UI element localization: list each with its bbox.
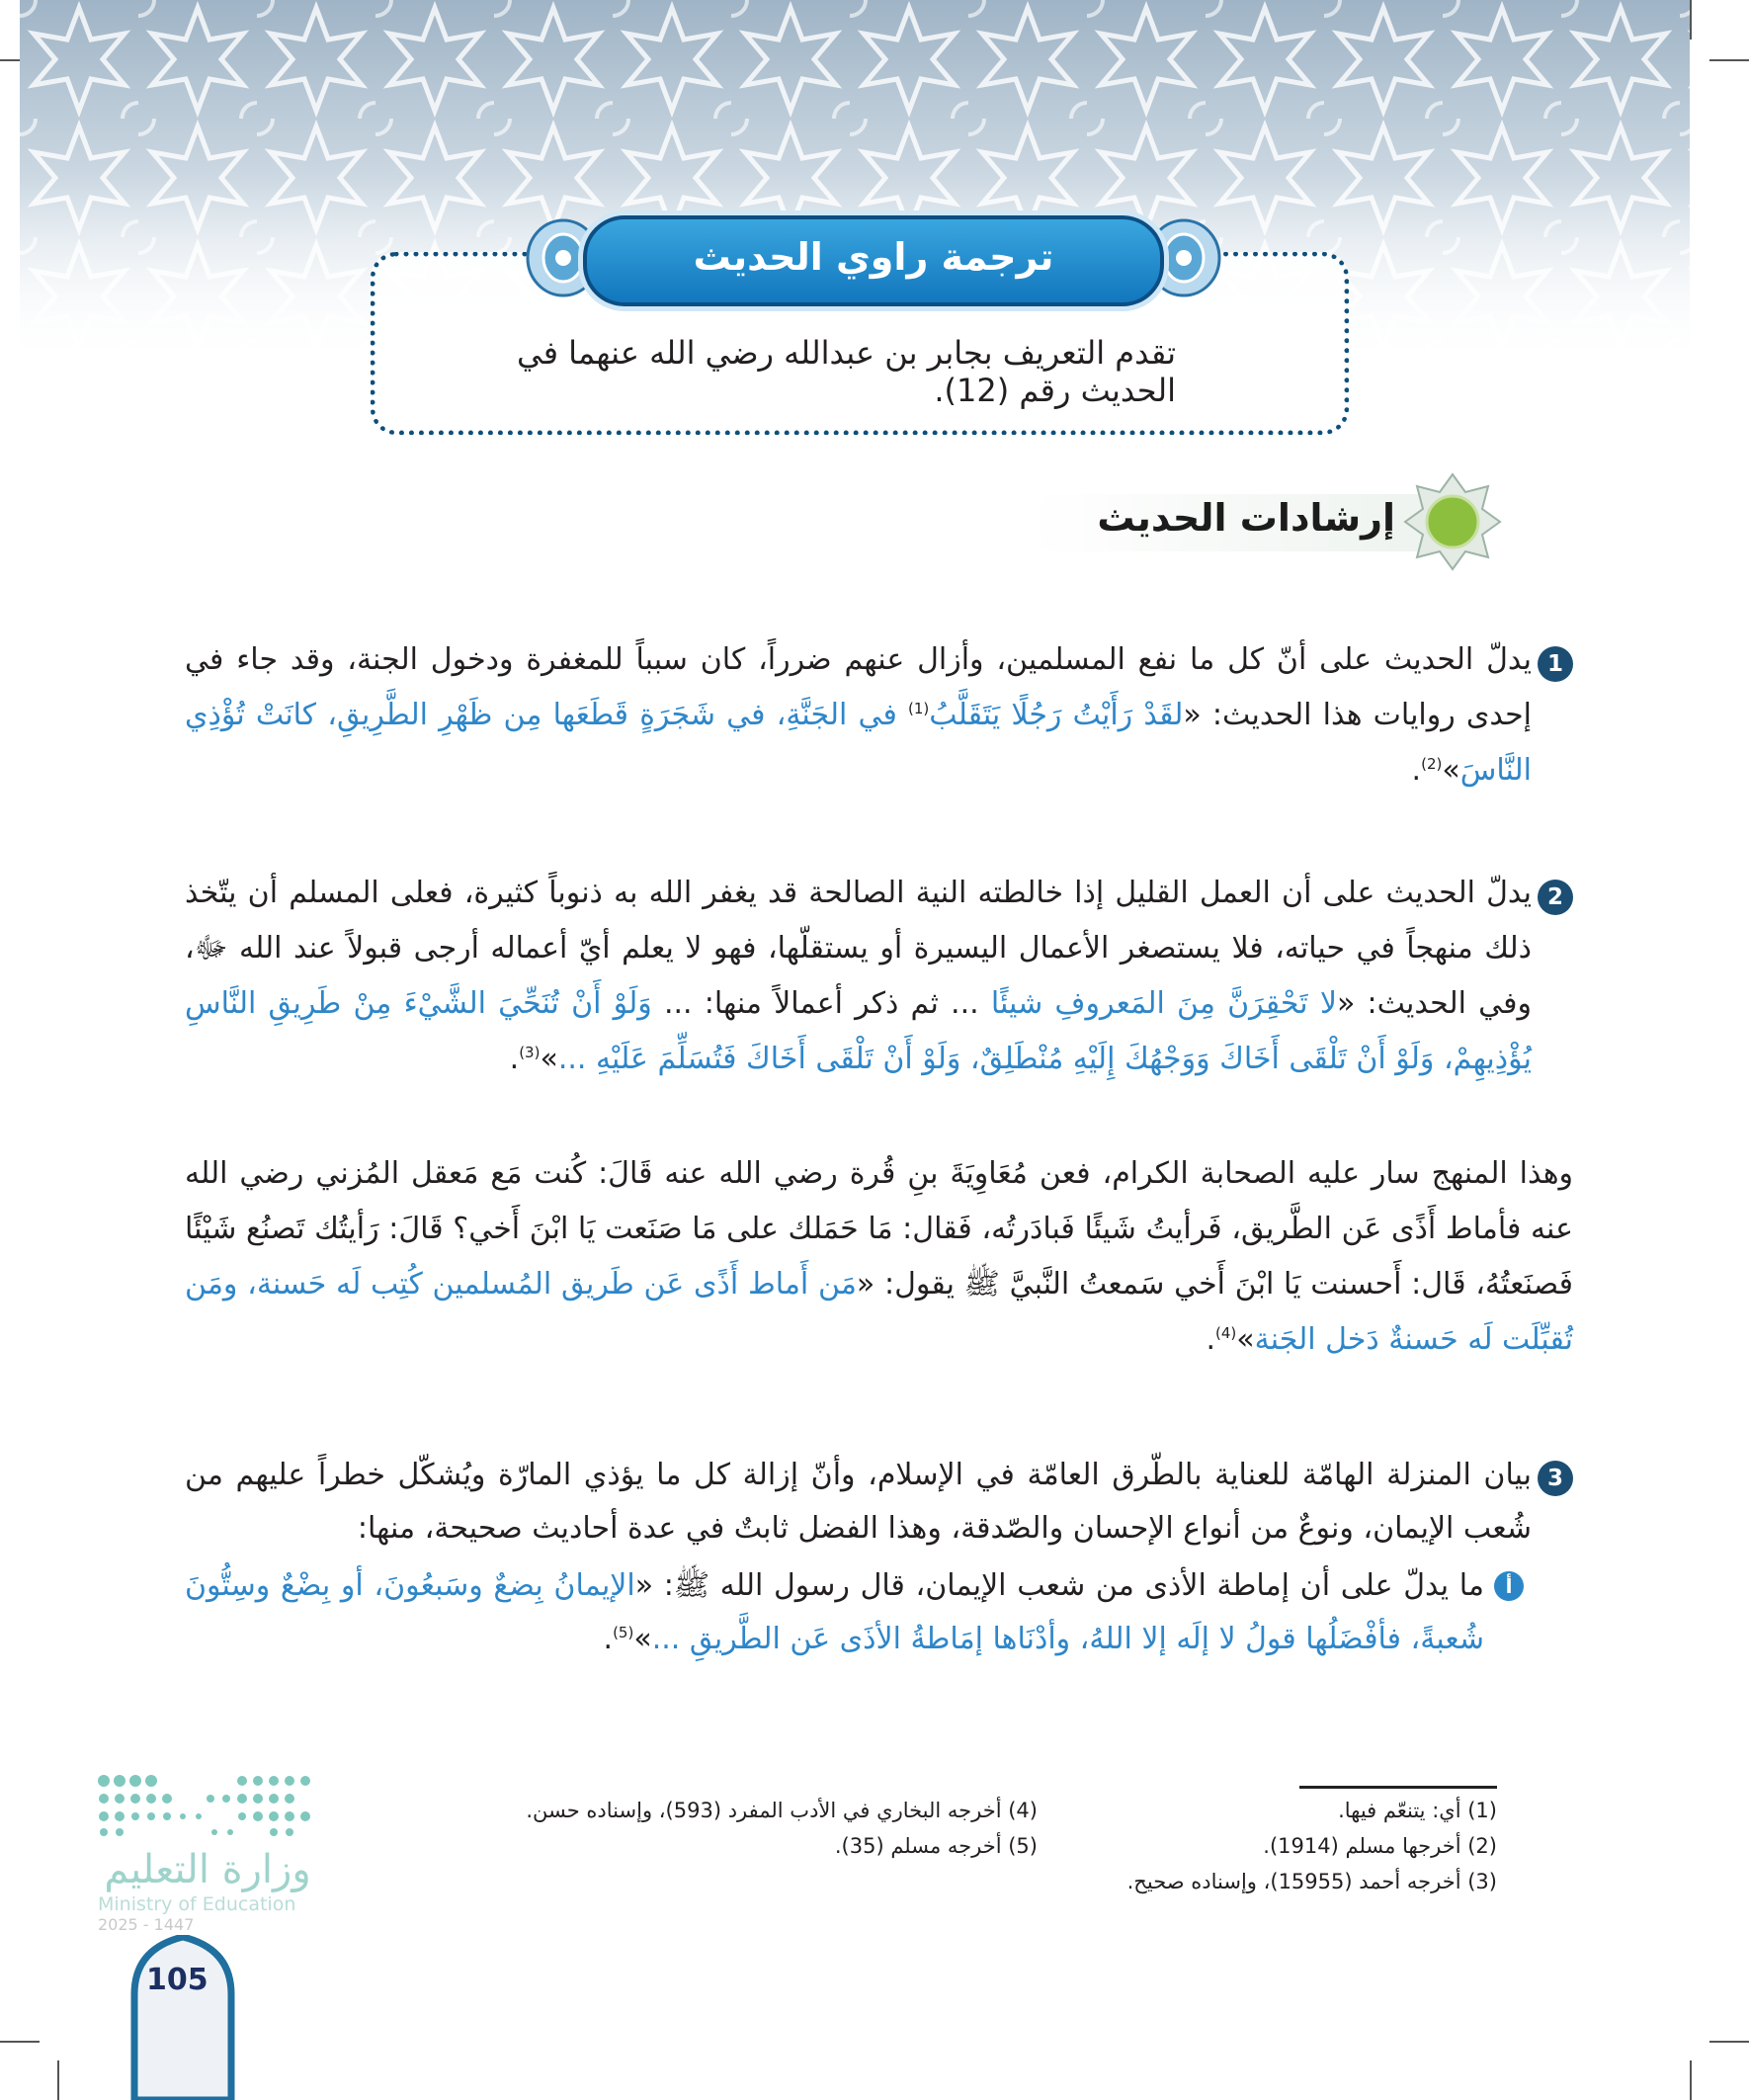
footnote-ref-5: (5)	[613, 1624, 634, 1641]
item-2-story	[185, 1146, 1573, 1368]
item-1-end: »	[1442, 753, 1460, 788]
sub-item-label: أ	[1494, 1571, 1524, 1601]
item-2-story-quote: مَن أَماط أَذًى عَن طَريق المُسلمين كُتِب لَه حَسنة، ومَن تُقبِّلَت لَه حَسنةٌ دَخل الجَنة	[185, 1267, 1573, 1357]
item-2-intro: يدلّ الحديث على أن العمل القليل إذا خالطته النية الصالحة قد يغفر الله به ذنوباً كثيرة، فعلى المسلم أن يتّخذ ذلك منهجاً في حياته، فلا يستصغر الأعمال اليسيرة أو يستقلّها، فهو لا يعلم أيّ أعماله أرجى قبولاً عند الله ﷻ، وفي الحديث: «	[185, 876, 1533, 1021]
crop-mark	[1690, 2060, 1692, 2100]
item-2-end: »	[540, 1042, 558, 1076]
narrator-text: تقدم التعريف بجابر بن عبدالله رضي الله عنهما في الحديث رقم (12).	[517, 334, 1176, 409]
crop-mark	[57, 2060, 59, 2100]
item-1-paragraph	[185, 632, 1532, 798]
crop-mark	[0, 2041, 40, 2043]
item-number-1: 1	[1538, 646, 1573, 682]
item-1-quote-a: لقَدْ رَأَيْتُ رَجُلًا يَتَقَلَّبُ	[929, 698, 1184, 732]
item-2-story-tail: .	[1206, 1322, 1215, 1357]
sub-item-quote: الإيمانُ بِضعٌ وسَبعُونَ، أو بِضْعٌ وسِتُّونَ شُعبةً، فأفْضَلُها قولُ لا إلَه إلا اللهُ، وأدْنَاها إمَاطةُ الأذَى عَن الطَّريقِ ...	[185, 1568, 1484, 1656]
sub-item-tail: .	[603, 1622, 614, 1656]
page-number-arch-icon	[128, 1935, 237, 2100]
footnote-5: (5) أخرجه مسلم (35).	[834, 1834, 1038, 1858]
footnote-4: (4) أخرجه البخاري في الأدب المفرد (593)، وإسناده حسن.	[526, 1799, 1038, 1822]
footnote-rule	[1299, 1786, 1497, 1789]
item-3-sub-paragraph	[185, 1559, 1484, 1666]
crop-mark	[1709, 59, 1749, 61]
item-2-paragraph	[185, 866, 1532, 1087]
footnote-ref-2: (2)	[1421, 755, 1443, 773]
item-number-3: 3	[1538, 1461, 1573, 1496]
item-3-paragraph	[185, 1449, 1532, 1555]
footnote-ref-3: (3)	[519, 1044, 541, 1061]
item-2-mid: ... ثم ذكر أعمالاً منها: ...	[651, 986, 991, 1021]
item-3-intro: بيان المنزلة الهامّة للعناية بالطّرق العامّة في الإسلام، وأنّ إزالة كل ما يؤذي المارّة ويُشكّل خطراً عليهم من شُعب الإيمان، ونوعٌ من أنواع الإحسان والصّدقة، وهذا الفضل ثابتٌ في عدة أحاديث صحيحة، منها:	[185, 1458, 1532, 1546]
item-2-story-end: »	[1236, 1322, 1255, 1357]
crop-mark	[1709, 2041, 1749, 2043]
item-2-quote-a: لا تَحْقِرَنَّ مِنَ المَعروفِ شيئًا	[990, 986, 1337, 1021]
footnote-ref-4: (4)	[1214, 1324, 1237, 1342]
item-1-tail: .	[1411, 753, 1422, 788]
logo-dots-icon	[94, 1771, 321, 1840]
page-number: 105	[146, 1963, 208, 1997]
logo-english-name: Ministry of Education	[98, 1893, 296, 1915]
item-2-story-text: وهذا المنهج سار عليه الصحابة الكرام، فعن مُعَاوِيَةَ بنِ قُرة رضي الله عنه قَالَ: كُنت مَع مَعقل المُزني رضي الله عنه فأماط أَذًى عَن الطَّريق، فَرأيتُ شَيئًا فَبادَرتُه، فَقال: مَا حَمَلك على مَا صَنَعت يَا ابْنَ أَخي؟ قَالَ: رَأيتُك تَصنُع شَيْئًا فَصنَعتُهُ، قَال: أَحسنت يَا ابْنَ أَخي سَمعتُ النَّبيَّ ﷺ يقول: «	[185, 1156, 1573, 1302]
item-1-quote-b: في الجَنَّةِ، في شَجَرَةٍ قَطَعَها مِن ظَهْرِ الطَّرِيقِ، كانَتْ تُؤْذِي النَّاسَ	[185, 698, 1532, 788]
item-2-tail: .	[509, 1042, 520, 1076]
sub-item-intro: ما يدلّ على أن إماطة الأذى من شعب الإيمان، قال رسول الله ﷺ: «	[634, 1568, 1484, 1603]
section-title: إرشادات الحديث	[1097, 496, 1395, 540]
footnote-2: (2) أخرجها مسلم (1914).	[1263, 1834, 1497, 1858]
ministry-logo	[94, 1771, 321, 1935]
item-1-intro: يدلّ الحديث على أنّ كل ما نفع المسلمين، وأزال عنهم ضرراً، كان سبباً للمغفرة ودخول الجنة، وقد جاء في إحدى روايات هذا الحديث: «	[185, 642, 1533, 732]
crop-mark	[1690, 0, 1692, 40]
octagram-icon	[1403, 472, 1502, 571]
item-number-2: 2	[1538, 880, 1573, 915]
narrator-title: ترجمة راوي الحديث	[583, 215, 1164, 306]
footnote-3: (3) أخرجه أحمد (15955)، وإسناده صحيح.	[1126, 1870, 1497, 1893]
item-2-quote-b: وَلَوْ أَنْ تُنَحِّيَ الشَّيْءَ مِنْ طَرِيقِ النَّاسِ يُؤْذِيهِمْ، وَلَوْ أَنْ تَلْقَى أَخَاكَ وَوَجْهُكَ إِلَيْهِ مُنْطَلِقٌ، وَلَوْ أَنْ تَلْقَى أَخَاكَ فَتُسَلِّمَ عَلَيْهِ ...	[185, 986, 1532, 1076]
section-header	[1008, 472, 1502, 571]
footnote-1: (1) أي: يتنعّم فيها.	[1338, 1799, 1497, 1822]
logo-years: 2025 - 1447	[98, 1915, 195, 1934]
footnote-ref-1: (1)	[908, 700, 930, 717]
logo-arabic-name: وزارة التعليم	[104, 1847, 311, 1892]
sub-item-end: »	[633, 1622, 652, 1656]
